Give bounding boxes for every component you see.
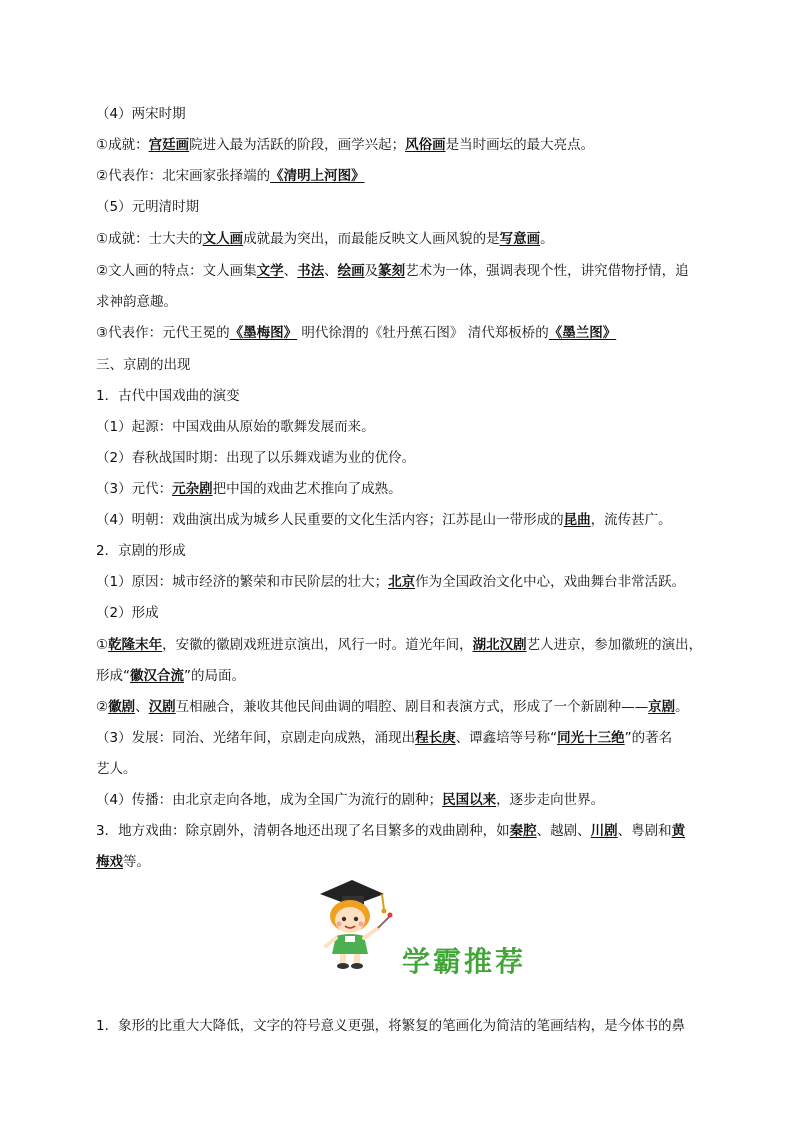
text-run: 等。	[123, 854, 150, 870]
text-run: 艺人进京，参加徽班的演出，	[526, 637, 703, 653]
text-run: 成就最为突出，而最能反映文人画风貌的是	[243, 231, 500, 247]
keyword: 北京	[388, 574, 416, 590]
text-line	[96, 261, 708, 281]
text-run: （1）起源：中国戏曲从原始的歌舞发展而来。	[96, 419, 375, 435]
keyword: 风俗画	[405, 137, 446, 153]
text-line	[96, 323, 708, 343]
text-run: 院进入最为活跃的阶段，画学兴起；	[189, 137, 406, 153]
text-run: 1．象形的比重大大降低，文字的符号意义更强，将繁复的笔画化为简洁的笔画结构，是今体书的鼻	[96, 1018, 686, 1034]
text-run: （2）春秋战国时期：出现了以乐舞戏谑为业的优伶。	[96, 450, 416, 466]
text-line	[96, 292, 708, 312]
text-line	[96, 386, 708, 406]
text-run: （4）两宋时期	[96, 106, 186, 122]
text-run: 2．京剧的形成	[96, 543, 186, 559]
text-run: ③代表作：元代王冕的	[96, 325, 230, 341]
text-line	[96, 759, 708, 779]
text-run: 及	[364, 263, 379, 279]
text-run: 形成“	[96, 668, 130, 684]
text-line	[96, 603, 708, 623]
text-run: ，安徽的徽剧戏班进京演出，风行一时。道光年间，	[162, 637, 473, 653]
keyword: 文人画	[202, 231, 244, 247]
text-run: （1）原因：城市经济的繁荣和市民阶层的壮大；	[96, 574, 389, 590]
text-run: 作为全国政治文化中心，戏曲舞台非常活跃。	[415, 574, 686, 590]
text-run: ②代表作：北宋画家张择端的	[96, 168, 271, 184]
text-run: 1．古代中国戏曲的演变	[96, 388, 240, 404]
text-line	[96, 728, 708, 748]
text-line	[96, 417, 708, 437]
text-run: ②文人画的特点：文人画集	[96, 263, 257, 279]
text-line	[96, 635, 708, 655]
text-run: 、谭鑫培等号称“	[455, 730, 558, 746]
text-run: ，逐步走向世界。	[496, 792, 605, 808]
text-run: 是当时画坛的最大亮点。	[445, 137, 595, 153]
keyword: 《墨兰图》	[548, 325, 617, 341]
text-line	[96, 355, 708, 375]
keyword: 写意画	[499, 231, 541, 247]
text-line	[96, 479, 708, 499]
text-line	[96, 821, 708, 841]
keyword: 程长庚	[415, 730, 456, 746]
text-line	[96, 135, 708, 155]
keyword: 湖北汉剧	[472, 637, 527, 653]
text-line	[96, 541, 708, 561]
keyword: 京剧	[648, 699, 676, 715]
keyword: 宫廷画	[148, 137, 190, 153]
text-run: 艺术为一体，强调表现个性，讲究借物抒情，追	[405, 263, 689, 279]
text-run: 互相融合，兼收其他民间曲调的唱腔、剧目和表演方式，形成了一个新剧种——	[175, 699, 649, 715]
keyword: 绘画	[337, 263, 365, 279]
text-run: 三、京剧的出现	[96, 357, 191, 373]
text-line	[96, 697, 708, 717]
keyword: 篆刻	[378, 263, 406, 279]
text-run: （3）元代：	[96, 481, 173, 497]
keyword: 民国以来	[442, 792, 497, 808]
text-line	[96, 790, 708, 810]
keyword: 徽剧	[108, 699, 136, 715]
text-run: ”的局面。	[184, 668, 245, 684]
text-run: （2）形成	[96, 605, 159, 621]
keyword: 徽汉合流	[130, 668, 184, 684]
text-run: ①成就：士大夫的	[96, 231, 203, 247]
keyword: 书法	[297, 263, 325, 279]
text-run: ”的著名	[624, 730, 673, 746]
text-line	[96, 229, 708, 249]
keyword: 汉剧	[148, 699, 176, 715]
text-line	[96, 510, 708, 530]
text-run: 、	[283, 263, 298, 279]
text-line	[96, 666, 708, 686]
text-line	[96, 1016, 708, 1036]
text-line	[96, 572, 708, 592]
text-run: 。	[675, 699, 689, 715]
xueba-recommend-banner: 学霸推荐	[402, 945, 527, 978]
text-run: 求神韵意趣。	[96, 294, 177, 310]
text-line	[96, 448, 708, 468]
text-run: （5）元明清时期	[96, 199, 200, 215]
keyword: 黄	[671, 823, 686, 839]
text-run: （3）发展：同治、光绪年间，京剧走向成熟，涌现出	[96, 730, 416, 746]
text-run: ①成就：	[96, 137, 149, 153]
text-line	[96, 166, 708, 186]
text-run: （4）传播：由北京走向各地，成为全国广为流行的剧种；	[96, 792, 443, 808]
text-run: （4）明朝：戏曲演出成为城乡人民重要的文化生活内容；江苏昆山一带形成的	[96, 512, 564, 528]
text-run: ①	[96, 637, 109, 653]
text-line	[96, 852, 708, 872]
keyword: 文学	[256, 263, 284, 279]
keyword: 《墨梅图》	[229, 325, 298, 341]
keyword: 秦腔	[509, 823, 537, 839]
text-run: ②	[96, 699, 109, 715]
text-run: 。	[540, 231, 554, 247]
keyword: 梅戏	[96, 854, 123, 870]
text-run: 明代徐渭的《牡丹蕉石图》 清代郑板桥的	[297, 325, 549, 341]
text-run: 3．地方戏曲：除京剧外，清朝各地还出现了名目繁多的戏曲剧种，如	[96, 823, 510, 839]
keyword: 同光十三绝	[557, 730, 625, 746]
keyword: 元杂剧	[172, 481, 213, 497]
text-run: 、越剧、	[536, 823, 591, 839]
keyword: 《清明上河图》	[270, 168, 365, 184]
text-line	[96, 104, 708, 124]
text-run: 、	[324, 263, 338, 279]
text-run: ，流传甚广。	[590, 512, 672, 528]
text-line	[96, 197, 708, 217]
keyword: 乾隆末年	[108, 637, 163, 653]
student-mascot-icon	[312, 876, 398, 972]
keyword: 川剧	[590, 823, 618, 839]
text-run: 艺人。	[96, 761, 137, 777]
text-run: 、	[135, 699, 149, 715]
text-run: 、粤剧和	[617, 823, 672, 839]
keyword: 昆曲	[563, 512, 591, 528]
text-run: 把中国的戏曲艺术推向了成熟。	[212, 481, 402, 497]
